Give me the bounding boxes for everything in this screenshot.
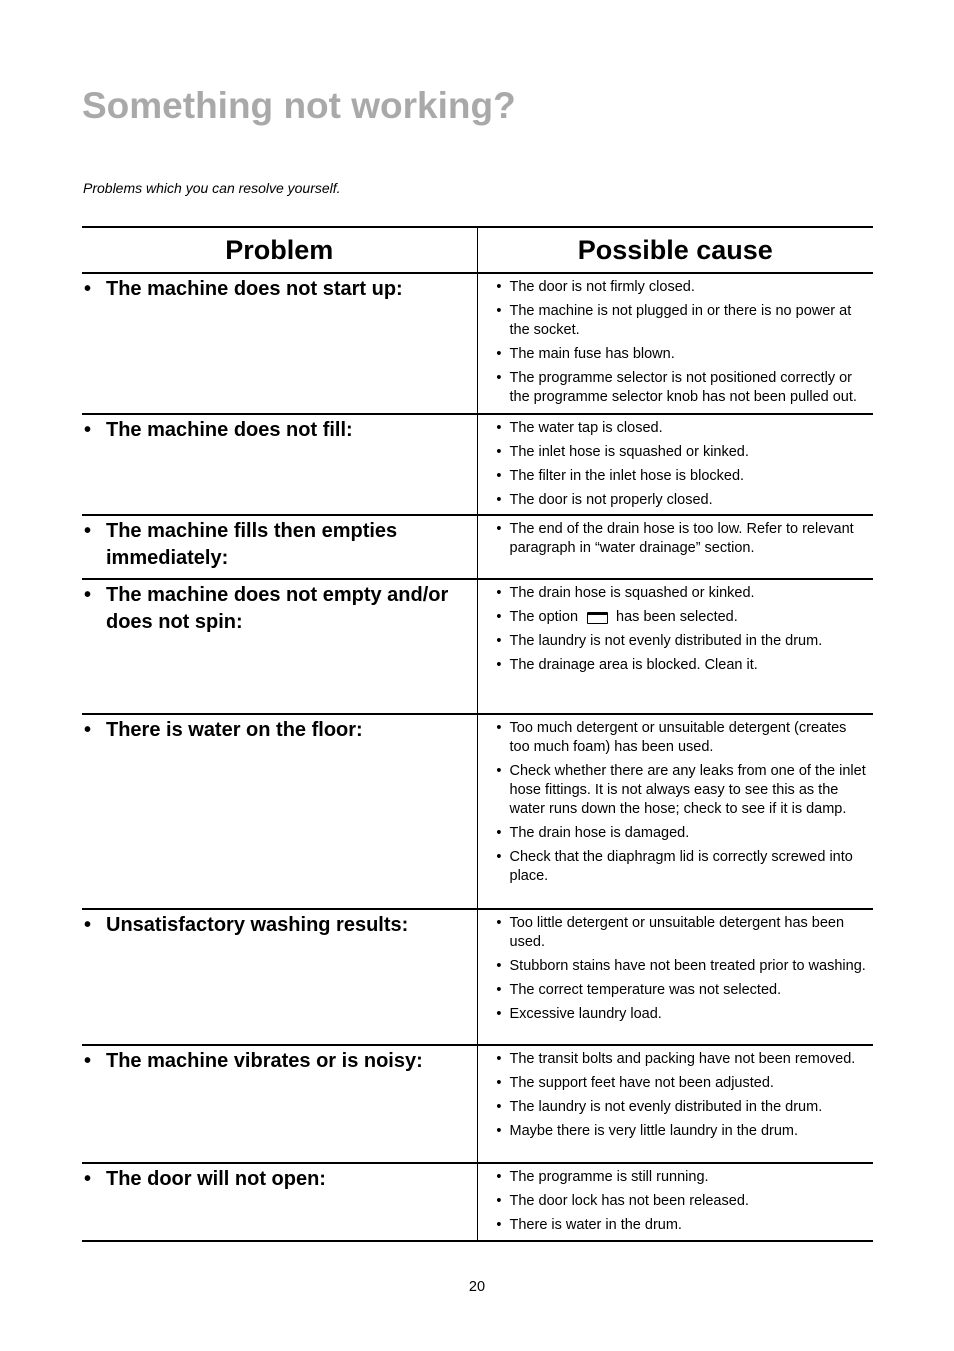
bullet: • [496,657,502,673]
problem-text: Unsatisfactory washing results: [106,914,409,936]
cause-text [510,584,874,603]
cause-item [478,278,874,297]
bullet: • [496,633,502,649]
cause-text [510,1050,874,1069]
cause-text-content: The door is not properly closed. [509,492,713,508]
cause-text [510,1168,874,1187]
cause-text [510,719,874,757]
cause-list [478,1164,874,1239]
cause-text [510,1098,874,1117]
cause-item [478,419,874,438]
cause-text-content: The water tap is closed. [509,420,663,436]
header-possible-cause: Possible cause [477,227,873,273]
bullet: • [496,958,502,974]
cause-text-content: The drain hose is damaged. [509,825,690,841]
problem-text: The machine does not fill: [106,419,353,441]
cause-cell [477,414,873,515]
problem-text: The machine vibrates or is noisy: [106,1050,423,1072]
cause-item [478,957,874,976]
cause-text-content: The inlet hose is squashed or kinked. [509,444,749,460]
bullet: • [496,915,502,931]
problem-item [82,1164,477,1193]
cause-text [510,608,874,627]
problem-text: The machine does not start up: [106,278,403,300]
cause-list [478,274,874,411]
cause-text-after: has been selected. [616,609,738,625]
problem-cell [82,579,477,714]
cause-text-content: The filter in the inlet hose is blocked. [509,468,745,484]
cause-text-content: Too little detergent or unsuitable detergent has been used. [509,915,845,950]
table-row [82,579,873,714]
cause-text-content: The door is not firmly closed. [509,279,695,295]
bullet: • [496,279,502,295]
cause-item [478,914,874,952]
bullet: • [496,346,502,362]
bullet: • [496,1075,502,1091]
cause-text [510,1074,874,1093]
cause-list [478,715,874,890]
cause-text-content: Check that the diaphragm lid is correctly screwed into place. [509,849,853,884]
cause-text-content: The correct temperature was not selected. [509,982,782,998]
cause-text-content: The transit bolts and packing have not been removed. [509,1051,856,1067]
cause-text [510,632,874,651]
bullet: • [496,720,502,736]
cause-item [478,520,874,558]
table-row [82,273,873,414]
bullet: • [496,468,502,484]
table-row [82,515,873,579]
table-row [82,1163,873,1241]
cause-item [478,608,874,627]
cause-text-content: There is water in the drum. [509,1217,682,1233]
bullet: • [496,1217,502,1233]
cause-item [478,302,874,340]
cause-item [478,584,874,603]
problem-cell [82,273,477,414]
bullet: • [496,1193,502,1209]
bullet: • [496,370,502,386]
problem-cell [82,1163,477,1241]
problem-item [82,580,477,636]
bullet: • [496,849,502,865]
table-row [82,1045,873,1163]
cause-cell [477,909,873,1045]
cause-item [478,345,874,364]
bullet: • [84,584,92,606]
cause-item [478,762,874,819]
problem-item [82,516,477,572]
cause-cell [477,515,873,579]
cause-text-content: The programme is still running. [509,1169,709,1185]
problem-text: The door will not open: [106,1168,326,1190]
bullet: • [84,914,92,936]
cause-cell [477,714,873,909]
cause-item [478,1050,874,1069]
cause-item [478,1074,874,1093]
cause-item [478,656,874,675]
cause-text [510,824,874,843]
problem-item [82,715,477,744]
cause-list [478,1046,874,1145]
problem-item [82,1046,477,1075]
cause-item [478,467,874,486]
cause-item [478,824,874,843]
cause-list [478,415,874,514]
table-row [82,414,873,515]
cause-item [478,491,874,510]
cause-text-content: The door lock has not been released. [509,1193,749,1209]
bullet: • [84,719,92,741]
problem-item [82,274,477,303]
problem-cell [82,1045,477,1163]
header-problem: Problem [82,227,477,273]
cause-text-content: The support feet have not been adjusted. [509,1075,774,1091]
bullet: • [496,609,502,625]
page-number: 20 [468,1279,486,1295]
cause-text [510,278,874,297]
problem-text: The machine fills then empties immediately: [106,520,398,569]
cause-text-content: The programme selector is not positioned correctly or the programme selector knob has not been pulled out. [509,370,857,405]
table-row [82,909,873,1045]
cause-text [510,848,874,886]
cause-text [510,345,874,364]
cause-text [510,443,874,462]
bullet: • [496,1006,502,1022]
cause-text-content: Too much detergent or unsuitable detergent (creates too much foam) has been used. [509,720,847,755]
bullet: • [496,492,502,508]
page-title: Something not working? [82,85,516,126]
cause-cell [477,1045,873,1163]
bullet: • [84,278,92,300]
cause-item [478,848,874,886]
cause-item [478,981,874,1000]
cause-text-content: The main fuse has blown. [509,346,675,362]
cause-cell [477,579,873,714]
cause-text-content: The drainage area is blocked. Clean it. [509,657,758,673]
bullet: • [496,585,502,601]
bullet: • [496,825,502,841]
cause-text-content: The end of the drain hose is too low. Refer to relevant paragraph in “water drainage” section. [509,521,854,556]
troubleshooting-table [82,226,873,1242]
cause-item [478,1122,874,1141]
cause-text-content: Maybe there is very little laundry in the drum. [509,1123,799,1139]
bullet: • [496,763,502,779]
cause-item [478,443,874,462]
bullet: • [496,1051,502,1067]
cause-text [510,957,874,976]
cause-text [510,419,874,438]
bullet: • [496,303,502,319]
problem-item [82,415,477,444]
bullet: • [84,1168,92,1190]
cause-text-content: The drain hose is squashed or kinked. [509,585,755,601]
cause-text [510,1192,874,1211]
cause-text-before: The option [509,609,579,625]
problem-item [82,910,477,939]
cause-text-content: Check whether there are any leaks from one of the inlet hose fittings. It is not always easy to see this as the water runs down the hose; check to see if it is damp. [509,763,866,817]
problem-text: The machine does not empty and/or does not spin: [106,584,449,633]
bullet: • [496,1099,502,1115]
rinse-hold-option-icon [587,612,608,624]
cause-text-content: Excessive laundry load. [509,1006,662,1022]
cause-item [478,632,874,651]
intro-text: Problems which you can resolve yourself. [83,180,341,196]
problem-cell [82,714,477,909]
cause-text-content: The laundry is not evenly distributed in the drum. [509,633,823,649]
cause-text [510,302,874,340]
cause-text [510,981,874,1000]
cause-text [510,762,874,819]
cause-item [478,1216,874,1235]
cause-item [478,369,874,407]
cause-text-content: The laundry is not evenly distributed in the drum. [509,1099,823,1115]
bullet: • [496,1169,502,1185]
table-row [82,714,873,909]
cause-text [510,520,874,558]
bullet: • [496,982,502,998]
problem-cell [82,515,477,579]
cause-text [510,1005,874,1024]
cause-text-content: Stubborn stains have not been treated prior to washing. [509,958,866,974]
cause-text-content: The machine is not plugged in or there is no power at the socket. [509,303,852,338]
cause-item [478,1005,874,1024]
cause-text [510,491,874,510]
cause-text [510,467,874,486]
cause-cell [477,1163,873,1241]
bullet: • [84,1050,92,1072]
bullet: • [496,444,502,460]
table-body [82,273,873,1241]
bullet: • [84,520,92,542]
cause-item [478,1192,874,1211]
cause-text [510,1216,874,1235]
cause-list [478,516,874,562]
cause-list [478,910,874,1028]
cause-item [478,1098,874,1117]
problem-cell [82,909,477,1045]
cause-text [510,369,874,407]
bullet: • [496,1123,502,1139]
cause-list [478,580,874,679]
bullet: • [84,419,92,441]
cause-text [510,1122,874,1141]
cause-item [478,719,874,757]
problem-text: There is water on the floor: [106,719,363,741]
cause-cell [477,273,873,414]
bullet: • [496,420,502,436]
cause-text [510,656,874,675]
cause-item [478,1168,874,1187]
cause-text [510,914,874,952]
bullet: • [496,521,502,537]
table-header-row [82,227,873,273]
problem-cell [82,414,477,515]
